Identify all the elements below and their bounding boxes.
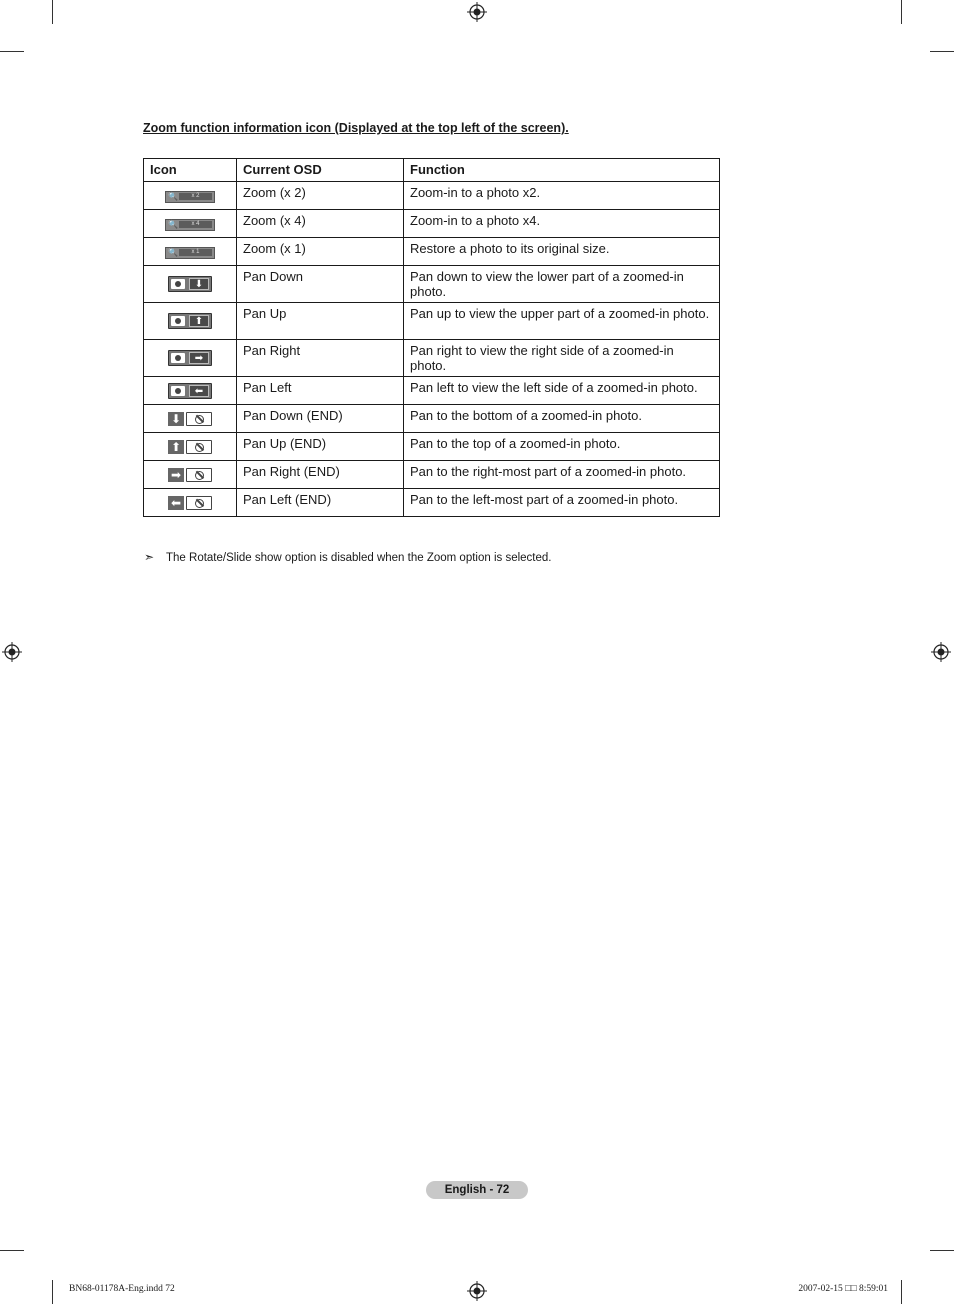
column-header-function: Function bbox=[404, 159, 720, 182]
note-text: The Rotate/Slide show option is disabled when the Zoom option is selected. bbox=[166, 552, 552, 564]
table-row bbox=[144, 210, 720, 238]
pan-up-icon: ⬆ bbox=[168, 313, 212, 329]
note bbox=[144, 550, 551, 564]
function-cell: Pan to the right-most part of a zoomed-in photo. bbox=[404, 461, 720, 489]
crop-mark bbox=[901, 0, 902, 24]
function-cell: Pan right to view the right side of a zoomed-in photo. bbox=[404, 340, 720, 377]
osd-cell: Pan Right (END) bbox=[237, 461, 404, 489]
table-row bbox=[144, 303, 720, 340]
registration-mark-icon bbox=[467, 2, 487, 22]
zoom-icon-table bbox=[143, 158, 720, 517]
pan-left-end-icon: ⬅ bbox=[168, 496, 212, 510]
function-cell: Pan to the bottom of a zoomed-in photo. bbox=[404, 405, 720, 433]
crop-mark bbox=[901, 1280, 902, 1304]
registration-mark-icon bbox=[467, 1281, 487, 1301]
page-number-badge: English - 72 bbox=[426, 1181, 528, 1199]
crop-mark bbox=[52, 0, 53, 24]
osd-cell: Pan Left (END) bbox=[237, 489, 404, 517]
icon-cell bbox=[144, 303, 237, 340]
osd-cell: Zoom (x 4) bbox=[237, 210, 404, 238]
zoom-level-label: x 4 bbox=[179, 221, 212, 228]
zoom-icon: 🔍 x 4 bbox=[165, 219, 215, 231]
osd-cell: Pan Down bbox=[237, 266, 404, 303]
pan-up-end-icon: ⬆ bbox=[168, 440, 212, 454]
icon-cell bbox=[144, 340, 237, 377]
icon-cell bbox=[144, 433, 237, 461]
icon-cell bbox=[144, 377, 237, 405]
function-cell: Pan up to view the upper part of a zoomed-in photo. bbox=[404, 303, 720, 340]
osd-cell: Pan Left bbox=[237, 377, 404, 405]
icon-cell bbox=[144, 405, 237, 433]
osd-cell: Pan Right bbox=[237, 340, 404, 377]
zoom-icon: 🔍 x 2 bbox=[165, 191, 215, 203]
table-row bbox=[144, 182, 720, 210]
zoom-level-label: x 1 bbox=[179, 249, 212, 256]
registration-mark-icon bbox=[931, 642, 951, 662]
table-row bbox=[144, 489, 720, 517]
icon-cell bbox=[144, 489, 237, 517]
registration-mark-icon bbox=[2, 642, 22, 662]
table-row bbox=[144, 238, 720, 266]
crop-mark bbox=[52, 1280, 53, 1304]
column-header-osd: Current OSD bbox=[237, 159, 404, 182]
column-header-icon: Icon bbox=[144, 159, 237, 182]
zoom-level-label: x 2 bbox=[179, 193, 212, 200]
osd-cell: Pan Up (END) bbox=[237, 433, 404, 461]
function-cell: Pan left to view the left side of a zoomed-in photo. bbox=[404, 377, 720, 405]
icon-cell bbox=[144, 210, 237, 238]
pan-left-icon: ⬅ bbox=[168, 383, 212, 399]
note-arrow-icon: ➣ bbox=[144, 550, 155, 564]
crop-mark bbox=[0, 1250, 24, 1251]
function-cell: Zoom-in to a photo x2. bbox=[404, 182, 720, 210]
footer-file-info: BN68-01178A-Eng.indd 72 bbox=[69, 1284, 175, 1294]
pan-down-end-icon: ⬇ bbox=[168, 412, 212, 426]
function-cell: Pan down to view the lower part of a zoomed-in photo. bbox=[404, 266, 720, 303]
icon-cell bbox=[144, 182, 237, 210]
pan-down-icon: ⬇ bbox=[168, 276, 212, 292]
crop-mark bbox=[930, 51, 954, 52]
table-row bbox=[144, 405, 720, 433]
icon-cell bbox=[144, 461, 237, 489]
section-heading: Zoom function information icon (Displayed at the top left of the screen). bbox=[143, 121, 569, 135]
table-row bbox=[144, 266, 720, 303]
icon-cell bbox=[144, 238, 237, 266]
function-cell: Pan to the top of a zoomed-in photo. bbox=[404, 433, 720, 461]
table-row bbox=[144, 461, 720, 489]
table-row bbox=[144, 433, 720, 461]
osd-cell: Zoom (x 2) bbox=[237, 182, 404, 210]
function-cell: Zoom-in to a photo x4. bbox=[404, 210, 720, 238]
table-row bbox=[144, 377, 720, 405]
pan-right-end-icon: ➡ bbox=[168, 468, 212, 482]
table-header-row bbox=[144, 159, 720, 182]
osd-cell: Pan Down (END) bbox=[237, 405, 404, 433]
zoom-icon: 🔍 x 1 bbox=[165, 247, 215, 259]
function-cell: Pan to the left-most part of a zoomed-in photo. bbox=[404, 489, 720, 517]
footer-timestamp: 2007-02-15 □□ 8:59:01 bbox=[798, 1284, 888, 1294]
icon-cell bbox=[144, 266, 237, 303]
pan-right-icon: ➡ bbox=[168, 350, 212, 366]
table-row bbox=[144, 340, 720, 377]
function-cell: Restore a photo to its original size. bbox=[404, 238, 720, 266]
crop-mark bbox=[0, 51, 24, 52]
crop-mark bbox=[930, 1250, 954, 1251]
osd-cell: Zoom (x 1) bbox=[237, 238, 404, 266]
osd-cell: Pan Up bbox=[237, 303, 404, 340]
